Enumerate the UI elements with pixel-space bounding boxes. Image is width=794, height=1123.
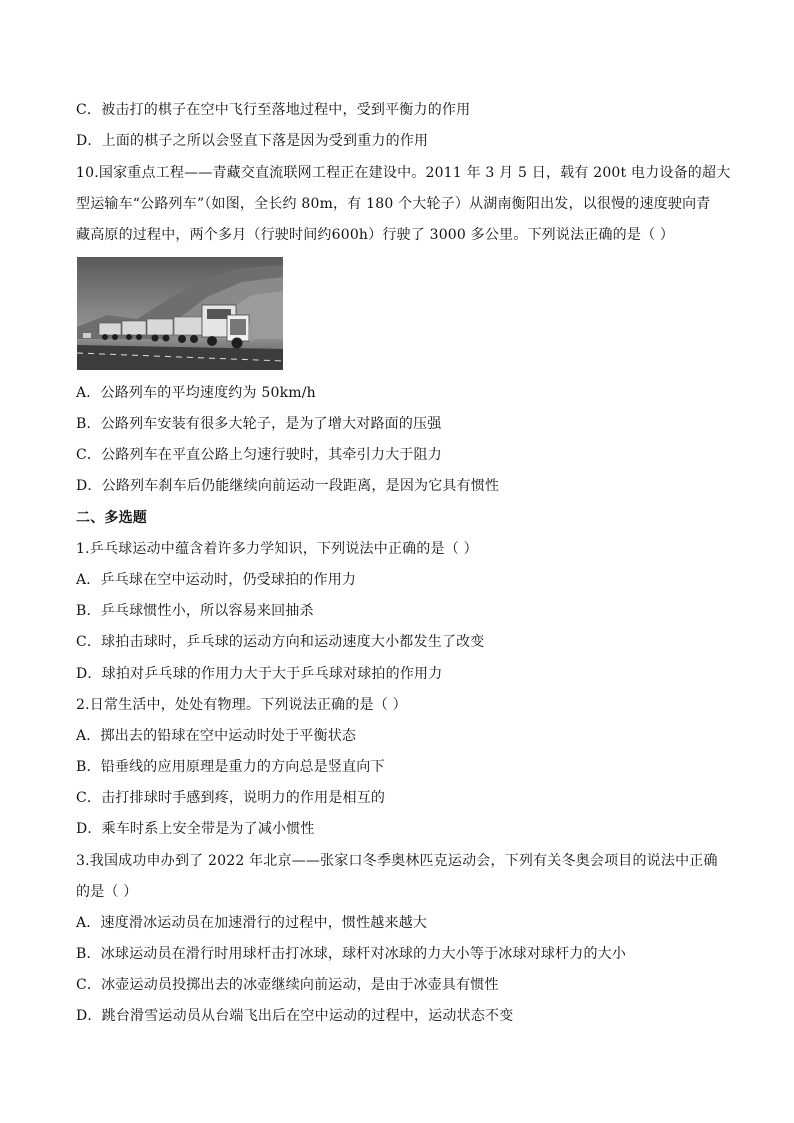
mq3-stem-line2: 的是（ ） [76, 884, 138, 900]
q10-option-a: A．公路列车的平均速度约为 50km/h [76, 385, 316, 401]
road-train-image [77, 257, 283, 370]
mq1-option-d: D．球拍对乒乓球的作用力大于大于乒乓球对球拍的作用力 [76, 666, 443, 682]
mq3-option-b: B．冰球运动员在滑行时用球杆击打冰球，球杆对冰球的力大小等于冰球对球杆力的大小 [76, 946, 627, 962]
mq1-option-b: B．乒乓球惯性小，所以容易来回抽杀 [76, 603, 314, 619]
mq2-option-d: D．乘车时系上安全带是为了减小惯性 [76, 821, 315, 837]
mq1-option-c: C．球拍击球时，乒乓球的运动方向和运动速度大小都发生了改变 [76, 634, 485, 650]
section-title-multiple-choice: 二、多选题 [76, 510, 147, 526]
mq2-option-b: B．铅垂线的应用原理是重力的方向总是竖直向下 [76, 759, 385, 775]
road-train-photo [77, 257, 283, 370]
mq3-option-c: C．冰壶运动员投掷出去的冰壶继续向前运动，是由于冰壶具有惯性 [76, 977, 499, 993]
mq1-stem: 1.乒乓球运动中蕴含着许多力学知识，下列说法中正确的是（ ） [76, 541, 478, 557]
mq2-option-c: C．击打排球时手感到疼，说明力的作用是相互的 [76, 790, 386, 806]
mq3-stem-line1: 3.我国成功申办到了 2022 年北京——张家口冬季奥林匹克运动会，下列有关冬奥会项目的说法中正确 [76, 853, 718, 869]
q9-option-d: D．上面的棋子之所以会竖直下落是因为受到重力的作用 [76, 133, 429, 149]
mq2-stem: 2.日常生活中，处处有物理。下列说法正确的是（ ） [76, 697, 407, 713]
mq3-option-a: A．速度滑冰运动员在加速滑行的过程中，惯性越来越大 [76, 915, 428, 931]
q9-option-c: C．被击打的棋子在空中飞行至落地过程中，受到平衡力的作用 [76, 102, 471, 118]
mq1-option-a: A．乒乓球在空中运动时，仍受球拍的作用力 [76, 572, 357, 588]
q10-stem-line2: 型运输车“公路列车”（如图，全长约 80m，有 180 个大轮子）从湖南衡阳出发，以很慢的速度驶向青 [76, 196, 711, 212]
q10-option-b: B．公路列车安装有很多大轮子，是为了增大对路面的压强 [76, 416, 442, 432]
mq2-option-a: A．掷出去的铅球在空中运动时处于平衡状态 [76, 728, 357, 744]
q10-stem-line3: 藏高原的过程中，两个多月（行驶时间约600h）行驶了 3000 多公里。下列说法正确的是（ ） [76, 227, 675, 243]
q10-stem-line1: 10.国家重点工程——青藏交直流联网工程正在建设中。2011 年 3 月 5 日，载有 200t 电力设备的超大 [76, 165, 731, 181]
q10-option-c: C．公路列车在平直公路上匀速行驶时，其牵引力大于阻力 [76, 447, 442, 463]
mq3-option-d: D．跳台滑雪运动员从台端飞出后在空中运动的过程中，运动状态不变 [76, 1008, 514, 1024]
q10-option-d: D．公路列车刹车后仍能继续向前运动一段距离，是因为它具有惯性 [76, 478, 500, 494]
